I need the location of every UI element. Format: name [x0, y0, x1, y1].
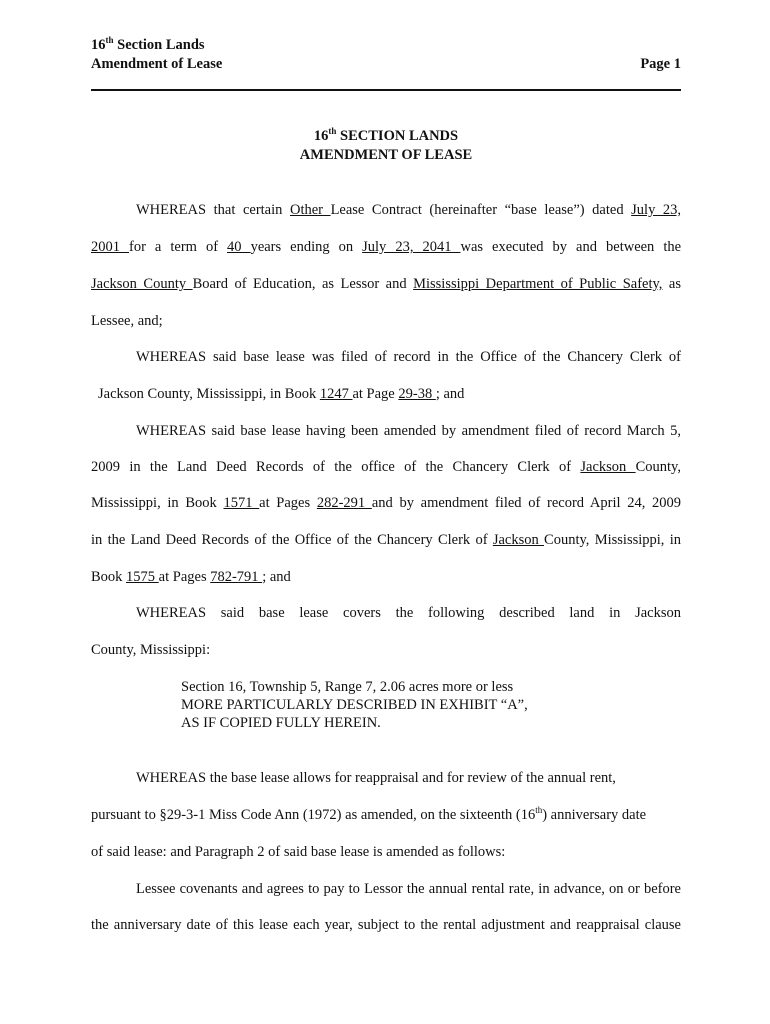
para3-line1: WHEREAS said base lease having been amended by amendment filed of record March 5, [136, 423, 681, 439]
page-number: Page 1 [640, 56, 681, 72]
legal-line-1: Section 16, Township 5, Range 7, 2.06 acres more or less [181, 679, 514, 695]
para3-line3: Mississippi, in Book 1571 at Pages 282-291 and by amendment filed of record April 24, 2009 [91, 495, 682, 511]
para4-line1: WHEREAS said base lease covers the following described land in Jackson [136, 605, 681, 621]
para6-line2: the anniversary date of this lease each year, subject to the rental adjustment and reappraisal clause [91, 917, 681, 933]
para3-line5: Book 1575 at Pages 782-791 ; and [91, 569, 291, 585]
para3-line2: 2009 in the Land Deed Records of the office of the Chancery Clerk of Jackson County, [91, 459, 681, 475]
document-title [91, 127, 681, 165]
para5-line3: of said lease: and Paragraph 2 of said base lease is amended as follows: [91, 844, 506, 860]
para1-line1: WHEREAS that certain Other Lease Contract (hereinafter “base lease”) dated July 23, [136, 202, 682, 218]
para3-line4: in the Land Deed Records of the Office of the Chancery Clerk of Jackson County, Mississippi, in [91, 532, 681, 548]
legal-description [181, 678, 528, 732]
para5-line1: WHEREAS the base lease allows for reappraisal and for review of the annual rent, [136, 770, 616, 786]
para1-line2: 2001 for a term of 40 years ending on July 23, 2041 was executed by and between the [91, 239, 682, 255]
title-line-1: 16th SECTION LANDS [313, 126, 459, 144]
para2-line1: WHEREAS said base lease was filed of record in the Office of the Chancery Clerk of [136, 349, 681, 365]
header-section-title: 16th Section Lands [91, 35, 205, 53]
header-document-title: Amendment of Lease [91, 56, 223, 72]
legal-line-3: AS IF COPIED FULLY HEREIN. [181, 715, 381, 731]
para4-line2: County, Mississippi: [91, 642, 211, 658]
title-line-2: AMENDMENT OF LEASE [299, 147, 473, 163]
para5-line2: pursuant to §29-3-1 Miss Code Ann (1972) as amended, on the sixteenth (16th) anniversary date [91, 805, 647, 823]
para2-line2: Jackson County, Mississippi, in Book 1247 at Page 29-38 ; and [98, 386, 465, 402]
legal-line-2: MORE PARTICULARLY DESCRIBED IN EXHIBIT “A”, [181, 697, 528, 713]
running-header [91, 36, 681, 74]
para1-line3: Jackson County Board of Education, as Lessor and Mississippi Department of Public Safety, as [91, 276, 681, 292]
para6-line1: Lessee covenants and agrees to pay to Lessor the annual rental rate, in advance, on or before [136, 881, 681, 897]
header-divider [91, 89, 681, 91]
para1-line4: Lessee, and; [91, 313, 163, 329]
